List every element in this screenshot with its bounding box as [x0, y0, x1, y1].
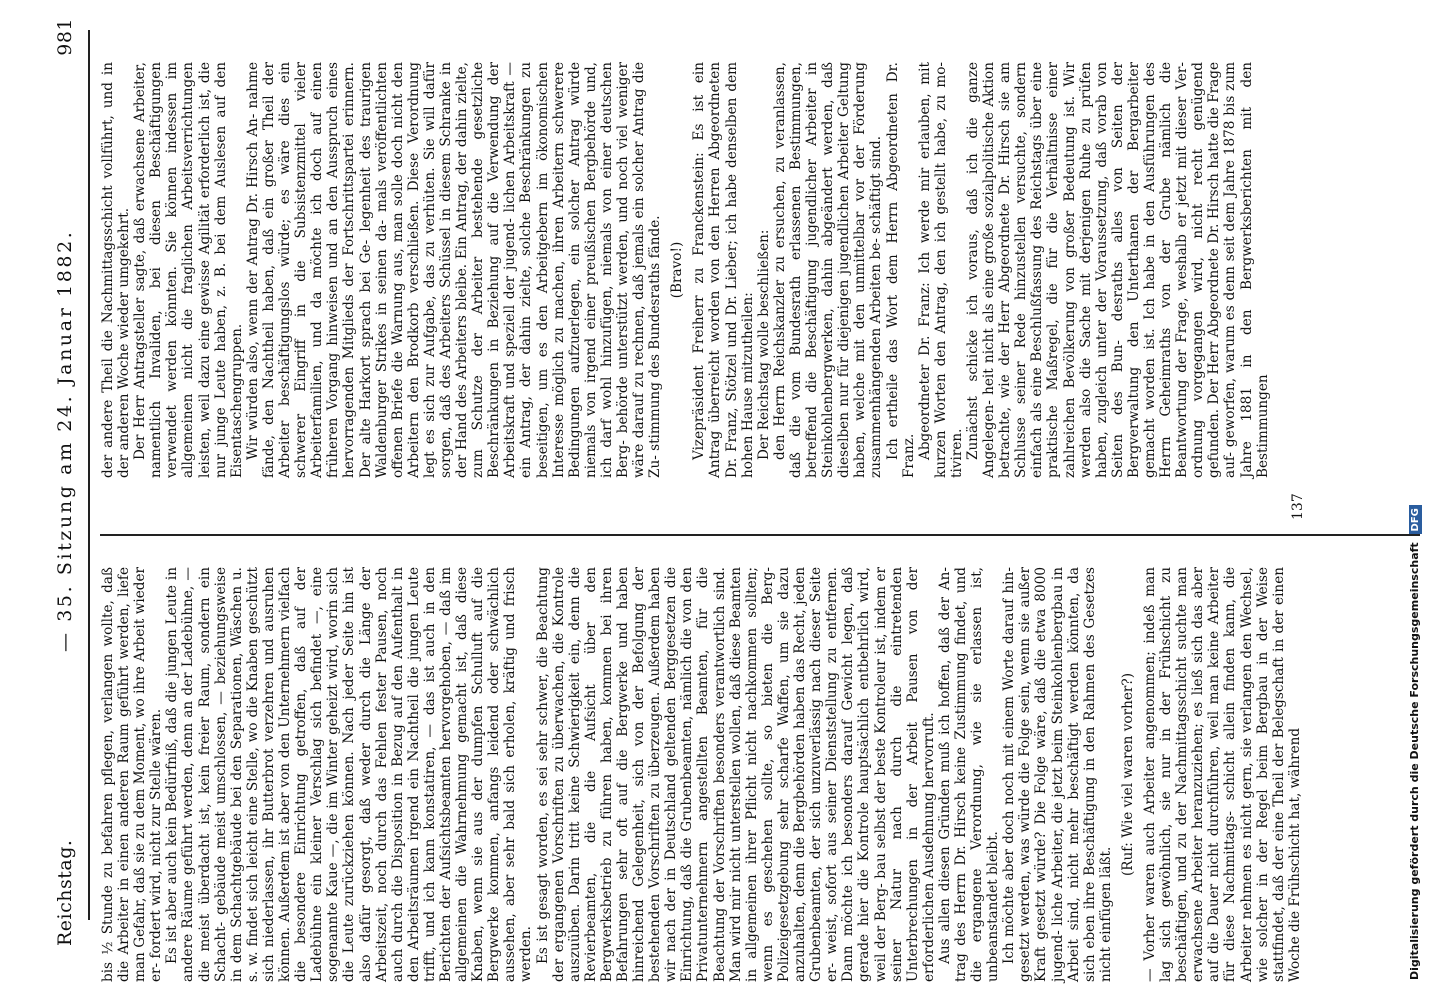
paragraph: Der Herr Antragsteller sagte, daß erwachsene Arbeiter, namentlich Invaliden, bei diesen Beschäftigungen verwendet werden könnten. Sie können indessen im allgemeinen nicht die fraglichen Arbeitsverrichtungen leisten, weil dazu eine gewisse Agilität erforderlich ist, die nur junge Leute haben, z. B. bei dem Auslesen auf den Eisentaschengruppen. [132, 62, 245, 478]
paragraph: Wir würden also, wenn der Antrag Dr. Hirsch An- nahme fände, den Nachtheil haben, daß ein großer Theil der Arbeiter beschäftigungslos würde; es wäre dies ein schwerer Eingriff in die Subsistenzmittel vieler Arbeiterfamilien, und da möchte ich doch auf einen früheren Vorgang hinweisen und an den Ausspruch eines hervorragenden Mitglieds der Fortschrittspartei erinnern. Der alte Harkort sprach bei Ge- legenheit des traurigen Waldenburger Strikes in seinen da- mals veröffentlichten offenen Briefe die Warnung aus, man solle doch nicht den Arbeitern den Brodkorb verschließen. Diese Verordnung legt es sich zur Aufgabe, das zu verhüten. Sie will dafür sorgen, daß des Arbeiters Schüssel in diesem Schranke in der Hand des Arbeiters bleibe. Ein Antrag, der dahin zielte, zum Schutze der Arbeiter bestehende gesetzliche Beschränkungen in Beziehung auf die Verwendung der Arbeitskraft und speziell der jugend- lichen Arbeitskraft — ein Antrag, der dahin zielte, solche Beschränkungen zu beseitigen, um es den Arbeitgebern im ökonomischen Interesse möglich zu machen, ihren Arbeitern schwerere Bedingungen aufzuerlegen, ein solcher Antrag würde niemals von irgend einer preußischen Bergbehörde und, ich darf wohl hinzufügen, niemals von einer deutschen Berg- behörde unterstützt werden, und noch viel weniger wäre darauf zu rechnen, daß jemals ein solcher Antrag die Zu- stimmung des Bundesraths fände. [244, 62, 664, 478]
paragraph: der andere Theil die Nachmittagsschicht vollführt, und in der anderen Woche wieder umgekehrt. [100, 62, 133, 478]
paragraph: Der Reichstag wolle beschließen: [755, 229, 772, 460]
funding-stamp [1400, 20, 1430, 980]
column-divider [100, 534, 1420, 536]
running-header [52, 8, 80, 992]
paragraph: Ich möchte aber doch noch mit einem Worte darauf hin- gesetzt werden, was würde die Folge sein, wenn sie außer Kraft gesetzt würde? Die Folge wäre, daß die etwa 8000 jugend- liche Arbeiter, die jetzt beim Steinkohlenbergbau in Arbeit sind, nicht mehr beschäftigt werden könnten, da sich eben ihre Beschäftigung in den Rahmen des Gesetzes nicht einfügen läßt. [1001, 567, 1114, 982]
paragraph: Ich ertheile das Wort dem Herrn Abgeordneten Dr. Franz. [884, 62, 917, 478]
paragraph: Es ist gesagt worden, es sei sehr schwer, die Beachtung der ergangenen Vorschriften zu überwachen, die Kontrole auszuüben. Darin tritt keine Schwierigkeit ein, denn die Revierbeamten, die die Aufsicht über den Bergwerksbetrieb zu führen haben, kommen bei ihren Befahrungen sehr oft auf die Bergwerke und haben hinreichend Gelegenheit, sich von der Befolgung der bestehenden Vorschriften zu überzeugen. Außerdem haben wir nach der in Deutschland geltenden Berggesetzen die Einrichtung, daß die Grubenbeamten, nämlich die von den Privatunternehmern angestellten Beamten, für die Beachtung der Vorschriften besonders verantwortlich sind. Man wird mir nicht unterstellen wollen, daß diese Beamten in allgemeinen ihrer Pflicht nicht nachkommen sollten; wenn es geschehen sollte, so bieten die Berg-Polizeigesetzgebung sehr scharfe Waffen, um sie dazu anzuhalten, denn die Bergbehörden haben das Recht, jeden Grubenbeamten, der sich unzuverlässig nach dieser Seite er- weist, sofort aus seiner Dienststellung zu entfernen. Dann möchte ich besonders darauf Gewicht legen, daß gerade hier die Kontrole hauptsächlich entbehrlich wird, weil der Berg- bau selbst der beste Kontroleur ist, indem er seiner Natur nach durch die eintretenden Unterbrechungen in der Arbeit Pausen von der erforderlichen Ausdehnung hervorruft. [534, 567, 937, 982]
paragraph: (Bravo!) [669, 241, 686, 299]
paragraph: Es ist aber auch kein Bedürfniß, daß die jungen Leute in andere Räume geführt werden, denn an der Ladebühne, — die meist überdacht ist, kein freier Raum, sondern ein Schacht- gebäude meist umschlossen, — beziehungsweise in dem Schachtgebäude bei den Separationen, Wäschen u. s. w. findet sich leicht eine Stelle, wo die Knaben geschützt sich niederlassen, ihr Butterbrot verzehren und ausruhen können. Außerdem ist aber von den Unternehmern vielfach die besondere Einrichtung getroffen, daß auf der Ladebühne ein kleiner Verschlag sich befindet —, eine sogenannte Kaue —, die im Winter geheizt wird, worin sich die Leute zurückziehen können. Nach jeder Seite hin ist also dafür gesorgt, daß weder durch die Länge der Arbeitszeit, noch durch das Fehlen fester Pausen, noch auch durch die Disposition in Bezug auf den Aufenthalt in den Arbeitsräumen irgend ein Nachtheil die jungen Leute trifft, und ich kann konstatiren, — das ist auch in den Berichten der Aufsichtsbeamten hervorgehoben, — daß im allgemeinen die Wahrnehmung gemacht ist, daß diese Knaben, wenn sie aus der dumpfen Schulluft auf die Bergwerke kommen, anfangs leidend oder schwächlich aussehen, aber sehr bald sich erholen, kräftig und frisch werden. [164, 567, 535, 982]
paragraph: Aus allen diesen Gründen muß ich hoffen, daß der An- trag des Herrn Dr. Hirsch keine Zustimmung findet, und die ergangene Verordnung, wie sie erlassen ist, unbeanstandet bleibt. [936, 567, 1002, 982]
paragraph: — Vorher waren auch Arbeiter angenommen; indeß man lag sich gewöhnlich, sie nur in der Frühschicht zu beschäftigen, und zu der Nachmittagsschicht suchte man erwachsene Arbeiter heranzuziehen; es ließ sich das aber auf die Dauer nicht durchführen, weil man keine Arbeiter für diese Nachmittags- schicht allein finden kann, die Arbeiter nehmen es nicht gern, sie verlangen den Wechsel, wie solcher in der Regel beim Bergbau in der Weise stattfindet, daß der eine Theil der Belegschaft in der einen Woche die Frühschicht hat, während [1142, 567, 1303, 982]
header-title: — 35. Sitzung am 24. Januar 1882. [54, 229, 76, 652]
paragraph: Vizepräsident Freiherr zu Franckenstein: Es ist ein Antrag überreicht worden von den Herren Abgeordneten Dr. Franz, Stötzel und Dr. Lieber; ich habe denselben dem hohen Hause mitzutheilen: [691, 62, 756, 478]
dfg-logo: DFG [1409, 505, 1422, 534]
header-rule [88, 30, 90, 920]
text-column-right [100, 62, 1271, 478]
paragraph: den Herrn Reichskanzler zu ersuchen, zu veranlassen, daß die vom Bundesrath erlassenen Bestimmungen, betreffend die Beschäftigung jugendlicher Arbeiter in Steinkohlenbergwerken, dahin abgeändert werden, daß dieselben nur für diejenigen jugendlichen Arbeiter Geltung haben, welche mit den unmittelbar vor der Förderung zusammenhängenden Arbeiten be- schäftigt sind. [771, 62, 885, 478]
paragraph: Zunächst schicke ich voraus, daß ich die ganze Angelegen- heit nicht als eine große sozialpolitische Aktion betrachte, wie der Herr Abgeordnete Dr. Hirsch sie am Schlusse seiner Rede hinzustellen versuchte, sondern einfach als eine Beschlußfassung des Reichstags über eine praktische Maßregel, die für die Verhältnisse einer zahlreichen Bevölkerung von großer Bedeutung ist. Wir werden also die Sache mit derjenigen Ruhe zu prüfen haben, zugleich unter der Voraussetzung, daß vorab von Seiten des Bun- desraths alles von Seiten der Bergverwaltung den Unterthanen der Bergarbeiter gemacht worden ist. Ich habe in den Ausführungen des Herrn Geheimraths von der Grube nämlich die Beantwortung der Frage, weshalb er jetzt mit dieser Ver- ordnung vorgegangen wird, nicht recht genügend gefunden. Der Herr Abgeordnete Dr. Hirsch hatte die Frage auf- geworfen, warum es denn seit dem Jahre 1878 bis zum Jahre 1881 in den Bergwerksberichten mit den Bestimmungen [964, 62, 1271, 478]
text-column-left [100, 567, 1303, 982]
paragraph: Abgeordneter Dr. Franz: Ich werde mir erlauben, mit kurzen Worten den Antrag, den ich gestellt habe, zu mo- tiviren. [916, 62, 965, 478]
paragraph: bis ½ Stunde zu befahren pflegen, verlangen wollte, daß die Arbeiter in einen anderen Raum geführt werden, liefe man Gefahr, daß sie zu dem Moment, wo ihre Arbeit wieder er- fordert wird, nicht zur Stelle wären. [100, 567, 165, 982]
stamp-text: Digitalisierung gefördert durch die Deutsche Forschungsgemeinschaft [1408, 542, 1421, 980]
paragraph: (Ruf: Wie viel waren vorher?) [1119, 672, 1136, 877]
signature-mark: 137 [1290, 493, 1306, 520]
header-left: Reichstag. [54, 839, 76, 946]
page-number: 981 [54, 18, 76, 56]
